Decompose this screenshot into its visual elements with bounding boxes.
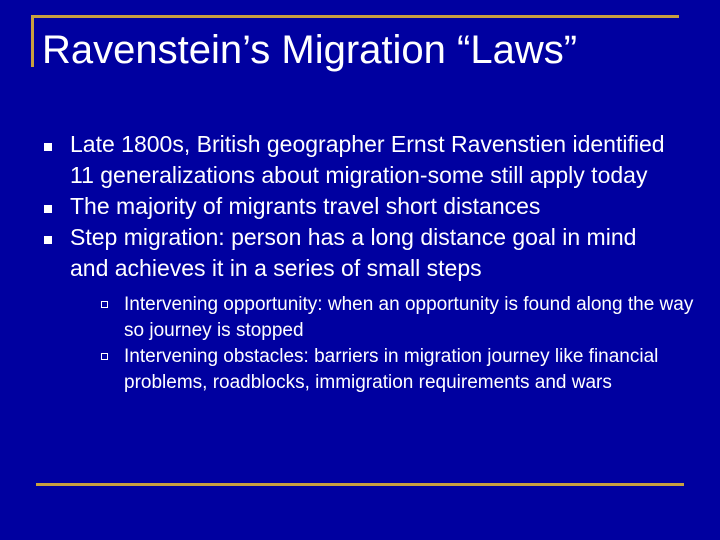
sub-bullet-item xyxy=(70,292,694,344)
bullet-item xyxy=(42,191,672,222)
bullet-item xyxy=(42,222,694,396)
sub-bullet-item xyxy=(70,344,694,396)
slide-title: Ravenstein’s Migration “Laws” xyxy=(42,28,578,72)
bullet-item xyxy=(42,129,672,191)
hollow-square-bullet-icon xyxy=(101,301,108,308)
sub-bullet-list xyxy=(70,292,694,396)
sub-bullet-text: Intervening opportunity: when an opportunity is found along the way so journey is stopped xyxy=(124,294,694,341)
square-bullet-icon xyxy=(44,205,52,213)
bullet-text: Late 1800s, British geographer Ernst Ravenstien identified 11 generalizations about migration-some still apply today xyxy=(70,131,665,188)
title-frame-left-rule xyxy=(31,15,34,67)
bottom-rule xyxy=(36,483,684,486)
hollow-square-bullet-icon xyxy=(101,353,108,360)
square-bullet-icon xyxy=(44,143,52,151)
bullet-text: Step migration: person has a long distance goal in mind and achieves it in a series of small steps xyxy=(70,224,637,281)
bullet-list xyxy=(42,129,694,396)
bullet-text: The majority of migrants travel short distances xyxy=(70,193,541,219)
square-bullet-icon xyxy=(44,236,52,244)
title-frame-top-rule xyxy=(31,15,679,18)
sub-bullet-text: Intervening obstacles: barriers in migration journey like financial problems, roadblocks, immigration requirements and wars xyxy=(124,346,659,393)
